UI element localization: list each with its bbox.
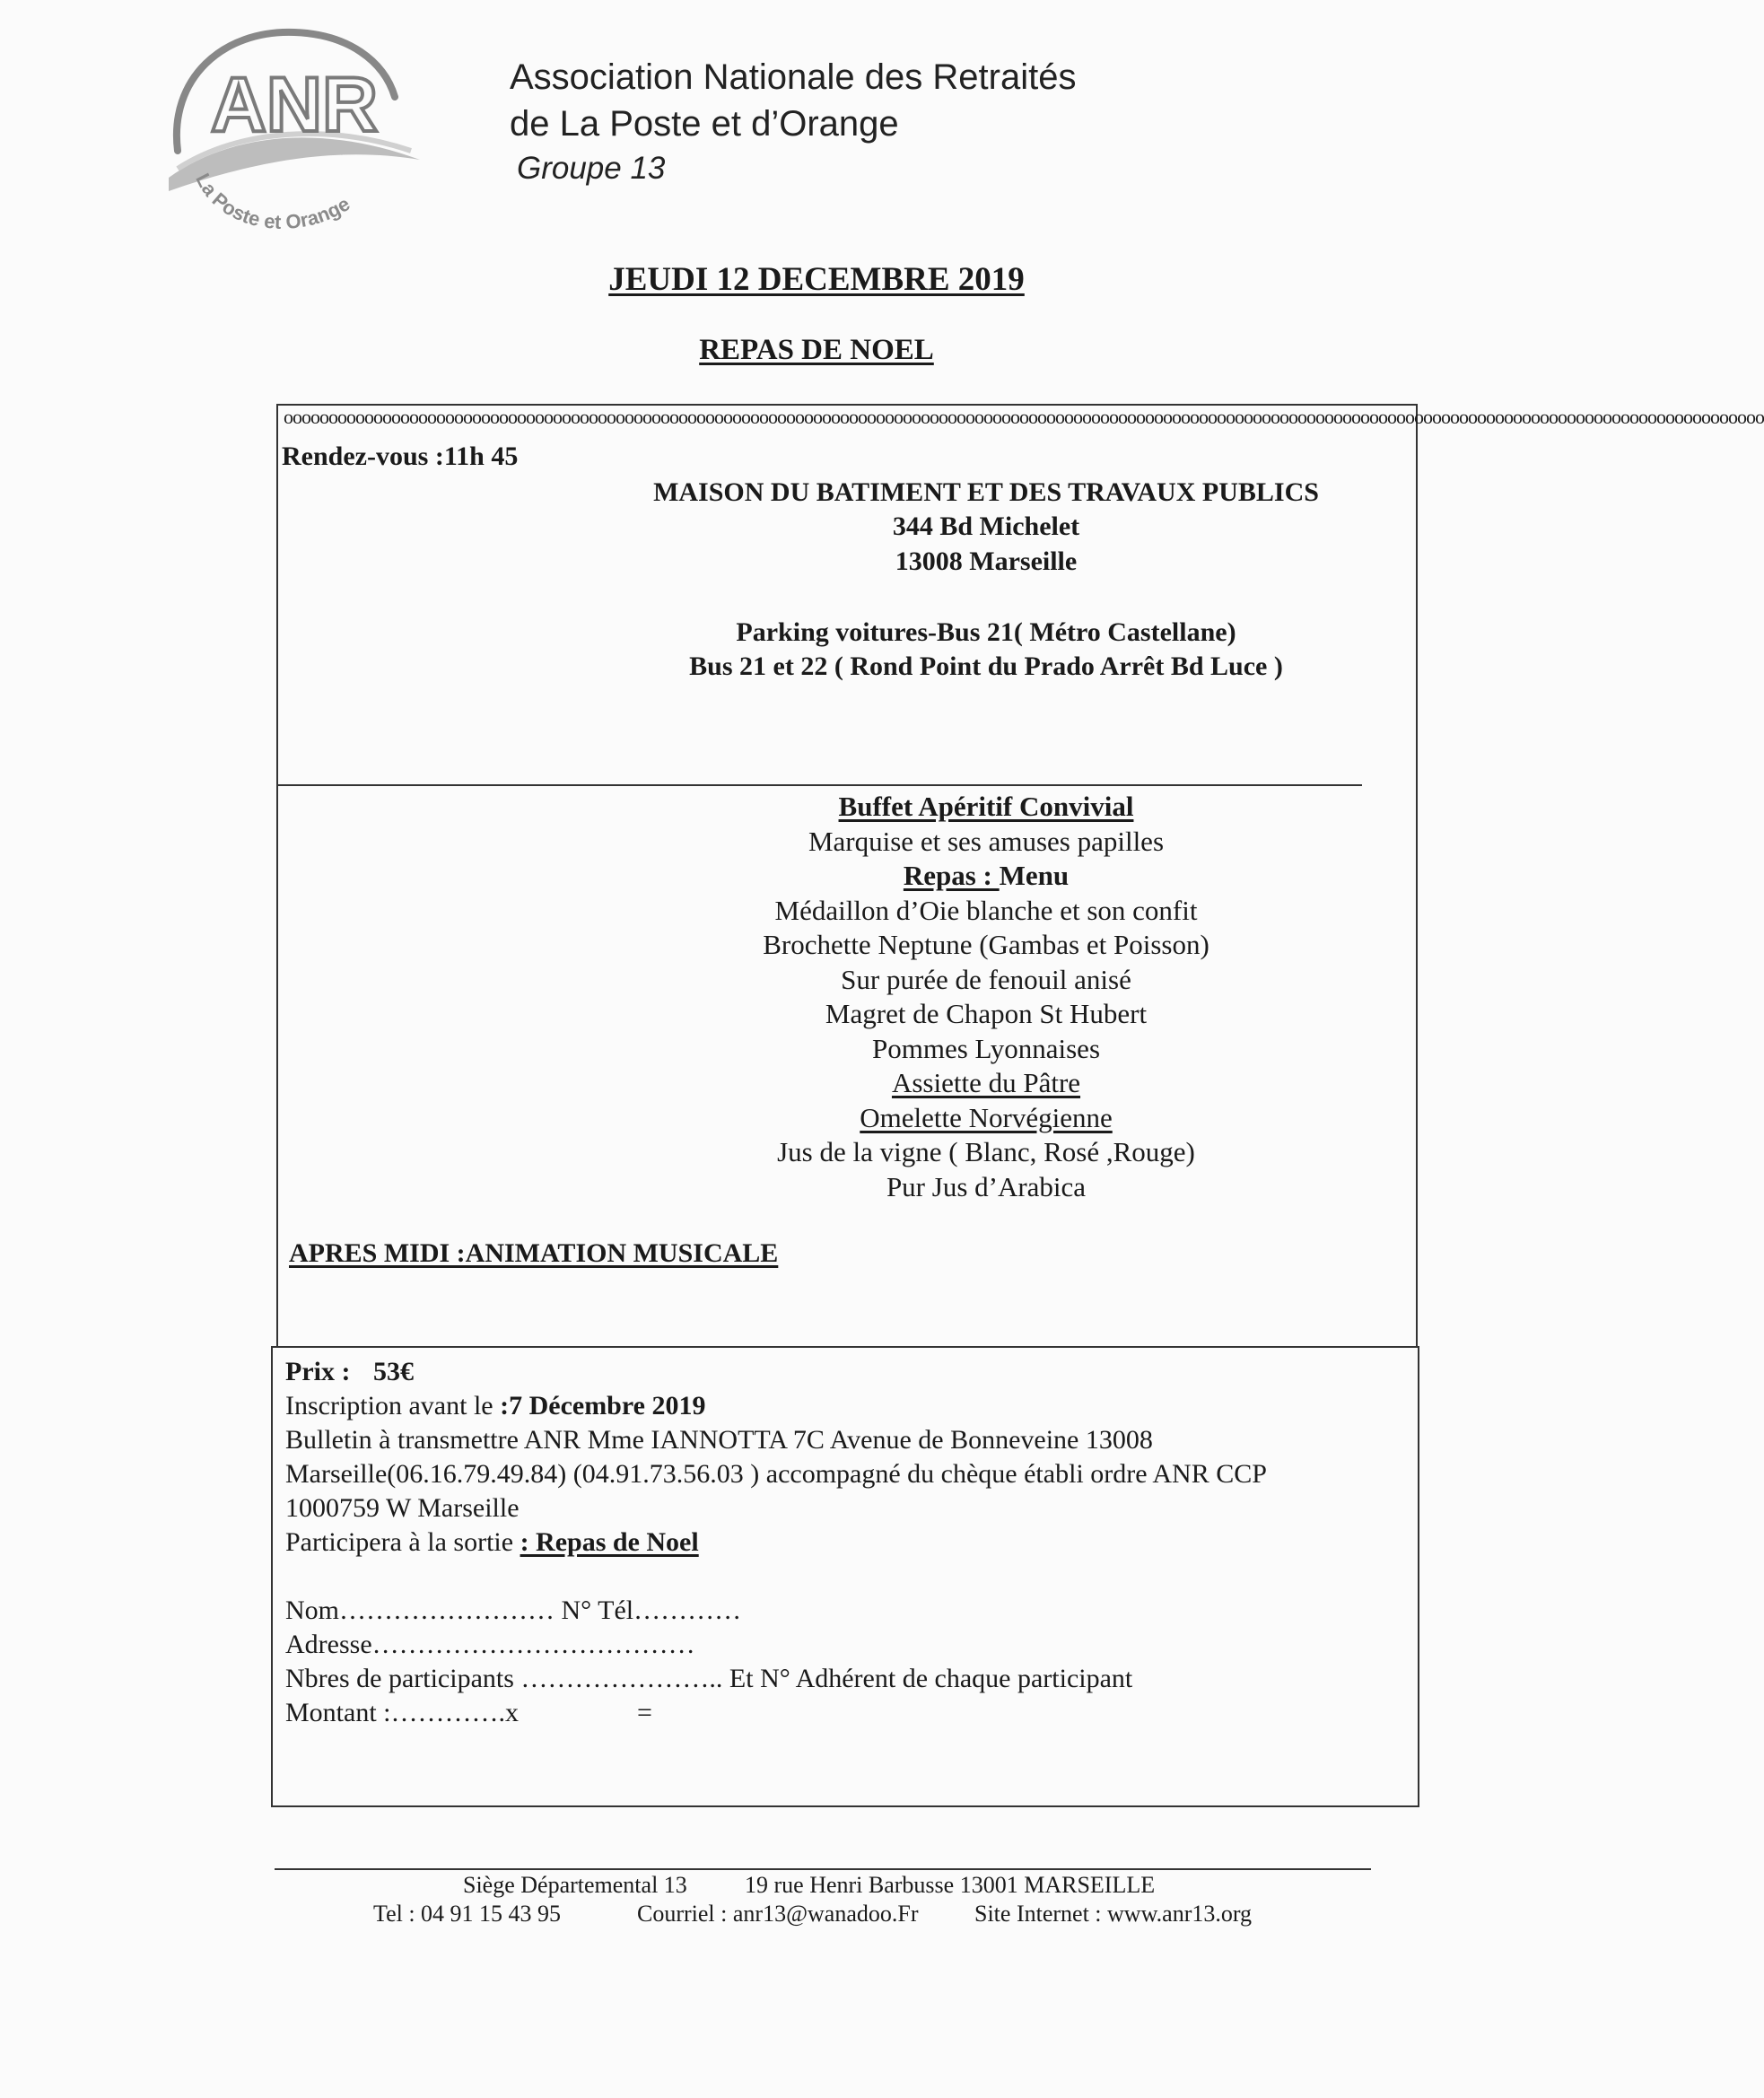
association-name-line1: Association Nationale des Retraités bbox=[510, 57, 1077, 97]
registration-box bbox=[271, 1346, 1419, 1807]
form-participants[interactable]: Nbres de participants ………………….. Et N° Adhérent de chaque participant bbox=[285, 1664, 1133, 1693]
form-amount[interactable] bbox=[285, 1698, 652, 1728]
association-name-line2: de La Poste et d’Orange bbox=[510, 104, 899, 144]
menu-item: Magret de Chapon St Hubert bbox=[825, 998, 1148, 1029]
footer-tel: Tel : 04 91 15 43 95 bbox=[373, 1901, 562, 1927]
footer-address: 19 rue Henri Barbusse 13001 MARSEILLE bbox=[745, 1872, 1156, 1898]
svg-text:La Poste et Orange bbox=[191, 170, 354, 233]
footer-siege: Siège Départemental 13 bbox=[463, 1872, 687, 1898]
wine-item: Jus de la vigne ( Blanc, Rosé ,Rouge) bbox=[777, 1136, 1195, 1167]
bus-info: Bus 21 et 22 ( Rond Point du Prado Arrêt Bd Luce ) bbox=[689, 651, 1283, 681]
footer-email[interactable]: Courriel : anr13@wanadoo.Fr bbox=[637, 1901, 919, 1927]
deadline-label: Inscription avant le bbox=[285, 1391, 501, 1421]
menu-item: Sur purée de fenouil anisé bbox=[841, 964, 1131, 995]
logo-ring-text: La Poste et Orange bbox=[191, 170, 354, 234]
aperitif-heading: Buffet Apéritif Convivial bbox=[838, 791, 1134, 822]
footer-website[interactable]: Site Internet : www.anr13.org bbox=[974, 1901, 1253, 1927]
parking-info: Parking voitures-Bus 21( Métro Castellane) bbox=[736, 617, 1236, 647]
venue-address-city: 13008 Marseille bbox=[895, 546, 1078, 576]
ornament-border: ooooooooooooooooooooooooooooooooooooooooooooooooooooooooooooooooooooooooooooooooooooooooooooooooooooooooooooooooooooooooooooooooooooooooooooooooooooooooooooooooooooo bbox=[284, 406, 1764, 428]
form-name-phone[interactable]: Nom…………………… N° Tél………… bbox=[285, 1595, 742, 1625]
bulletin-line1: Bulletin à transmettre ANR Mme IANNOTTA 7C Avenue de Bonneveine 13008 bbox=[285, 1425, 1153, 1455]
menu-item: Médaillon d’Oie blanche et son confit bbox=[774, 895, 1198, 926]
event-date: JEUDI 12 DECEMBRE 2019 bbox=[608, 261, 1025, 298]
aperitif-item: Marquise et ses amuses papilles bbox=[808, 826, 1165, 857]
deadline-value: :7 Décembre 2019 bbox=[500, 1391, 706, 1421]
menu-item: Pommes Lyonnaises bbox=[871, 1033, 1101, 1064]
bulletin-line2: Marseille(06.16.79.49.84) (04.91.73.56.03 ) accompagné du chèque établi ordre ANR CCP bbox=[285, 1459, 1267, 1489]
repas-heading: Repas : bbox=[903, 860, 1000, 891]
event-details-box bbox=[276, 404, 1764, 1348]
event-title: REPAS DE NOEL bbox=[699, 334, 934, 366]
section-divider bbox=[278, 784, 1362, 786]
deadline-line bbox=[285, 1391, 705, 1421]
participate-label: Participera à la sortie bbox=[285, 1527, 520, 1557]
menu-word: Menu bbox=[999, 860, 1070, 891]
rendezvous-time: Rendez-vous :11h 45 bbox=[282, 441, 519, 471]
participate-value: : Repas de Noel bbox=[520, 1527, 699, 1557]
participate-line bbox=[285, 1527, 699, 1558]
footer-rule bbox=[275, 1868, 1371, 1870]
form-amount-equals: = bbox=[637, 1698, 652, 1727]
menu-item: Brochette Neptune (Gambas et Poisson) bbox=[763, 929, 1209, 960]
price-value: 53€ bbox=[372, 1357, 414, 1386]
price-label: Prix : bbox=[285, 1357, 351, 1386]
form-address[interactable]: Adresse……………………………… bbox=[285, 1630, 695, 1659]
coffee-item: Pur Jus d’Arabica bbox=[886, 1171, 1087, 1202]
venue-address-street: 344 Bd Michelet bbox=[892, 511, 1080, 541]
price-line bbox=[285, 1357, 414, 1387]
repas-menu-heading bbox=[278, 859, 1416, 894]
venue-name: MAISON DU BATIMENT ET DES TRAVAUX PUBLICS bbox=[653, 477, 1319, 507]
dessert-course: Omelette Norvégienne bbox=[860, 1102, 1113, 1133]
afternoon-animation: APRES MIDI :ANIMATION MUSICALE bbox=[289, 1238, 779, 1268]
form-amount-label: Montant :………….x bbox=[285, 1698, 519, 1727]
cheese-course: Assiette du Pâtre bbox=[891, 1067, 1081, 1098]
logo-text: ANR bbox=[210, 62, 379, 148]
group-label: Groupe 13 bbox=[517, 151, 666, 186]
bulletin-line3: 1000759 W Marseille bbox=[285, 1493, 520, 1523]
anr-logo bbox=[160, 25, 429, 249]
